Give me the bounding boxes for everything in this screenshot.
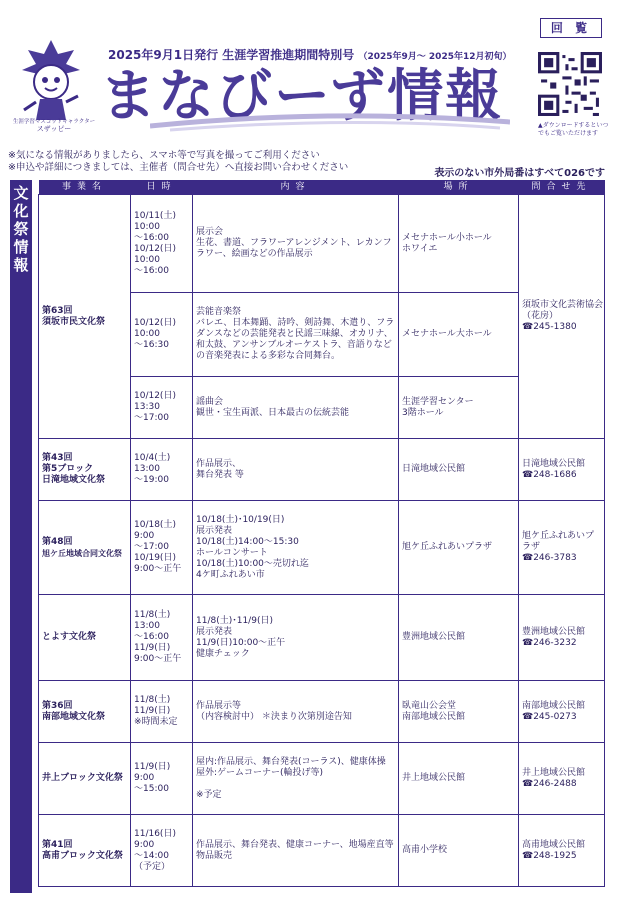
content-line: 11/8(土)･11/9(日) (196, 615, 273, 626)
event-content (193, 681, 399, 743)
event-name-line: 第36回 (42, 700, 73, 711)
event-contact (519, 595, 605, 681)
place-line: メセナホール小ホール (402, 232, 492, 243)
date-line: ※時間未定 (134, 717, 178, 727)
place-line: ホワイエ (402, 243, 438, 254)
content-line: ホールコンサート (196, 547, 268, 558)
contact-phone: ☎248-1686 (522, 469, 577, 480)
date-line: ～16:00 (134, 265, 169, 276)
date-line: 11/9(日) (134, 706, 171, 716)
date-line: 10/12(日) (134, 391, 176, 401)
event-name-line: 第48回 (42, 536, 73, 547)
content-line: 11/9(日)10:00～正午 (196, 637, 286, 648)
event-content (193, 501, 399, 595)
date-line: ～15:00 (134, 784, 169, 794)
mascot-caption-role: 生涯学習マスコットキャラクター (12, 119, 96, 125)
date-line: 11/8(土) (134, 610, 171, 620)
contact-line: 高甫地域公民館 (522, 839, 586, 850)
event-date (131, 195, 193, 293)
header-content: 内容 (193, 180, 399, 195)
content-line: 作品展示、舞台発表、健康コーナー、地場産直等物品販売 (196, 839, 394, 861)
place-line: 臥竜山公会堂 (402, 700, 457, 711)
newsletter-title: まなびーず情報 (100, 64, 504, 129)
contact-phone: ☎246-3783 (522, 553, 577, 563)
place-line: 生涯学習センター (402, 396, 474, 407)
date-line: 11/9(日) (134, 643, 171, 653)
event-contact (519, 743, 605, 815)
content-line: 観世・宝生両派、日本最古の伝統芸能 (196, 407, 350, 418)
date-line: ～19:00 (134, 475, 169, 485)
event-name-line: 第41回 (42, 839, 73, 850)
place-line: 旭ケ丘ふれあいプラザ (402, 542, 493, 552)
event-contact (519, 439, 605, 501)
sidebar-char: 文 (13, 184, 29, 202)
date-line: 11/8(土) (134, 695, 171, 705)
content-line: 作品展示、 (196, 458, 242, 469)
date-line: 10/11(土) (134, 210, 176, 221)
contact-phone: ☎248-1925 (522, 850, 577, 861)
event-contact (519, 681, 605, 743)
content-line: 舞台発表 等 (196, 469, 244, 480)
place-line: 高甫小学校 (402, 845, 448, 855)
event-place (399, 743, 519, 815)
place-line: 3階ホール (402, 407, 444, 418)
event-content (193, 439, 399, 501)
date-line: ～14:00 (134, 850, 169, 861)
date-line: 10/12(日) (134, 243, 176, 254)
date-line: 11/9(日) (134, 762, 171, 772)
event-place (399, 293, 519, 377)
contact-phone: ☎245-0273 (522, 711, 577, 722)
contact-phone: ☎246-3232 (522, 637, 577, 648)
date-line: 10:00 (134, 221, 160, 232)
date-line: 10/18(土) (134, 520, 176, 530)
content-line: 生花、書道、フラワーアレンジメント、レカンフラワー、絵画などの作品展示 (196, 238, 392, 259)
table-row (39, 815, 605, 887)
table-row (39, 743, 605, 815)
event-name (39, 439, 131, 501)
festival-table (38, 180, 605, 887)
date-line: 13:00 (134, 464, 160, 474)
date-line: 10:00 (134, 254, 160, 265)
event-name-line: 高甫ブロック文化祭 (42, 850, 123, 861)
contact-line: 日滝地域公民館 (522, 458, 586, 469)
date-line: （予定） (134, 861, 171, 872)
content-line: 展示会 (196, 227, 224, 237)
event-place (399, 377, 519, 439)
place-line: 井上地域公民館 (402, 773, 466, 783)
event-place (399, 501, 519, 595)
date-line: 9:00 (134, 839, 155, 850)
content-line: （内容検討中） ＊決まり次第別途告知 (196, 711, 352, 722)
content-line: 健康チェック (196, 648, 250, 659)
date-line: ～16:00 (134, 232, 169, 243)
event-date (131, 501, 193, 595)
contact-line: 旭ケ丘ふれあいプ (522, 531, 595, 541)
event-content (193, 815, 399, 887)
event-name-line: 第43回 (42, 453, 73, 463)
event-contact (519, 195, 605, 439)
date-line: 13:30 (134, 402, 160, 412)
event-name (39, 681, 131, 743)
content-line: 展示発表 (196, 626, 233, 637)
event-date (131, 743, 193, 815)
issue-period: （2025年9月～ 2025年12月初旬） (358, 52, 512, 62)
event-content (193, 743, 399, 815)
place-line: 豊洲地域公民館 (402, 632, 466, 642)
event-date (131, 815, 193, 887)
content-line: 10/18(土)･10/19(日) (196, 514, 285, 525)
event-date (131, 681, 193, 743)
content-line: バレエ、日本舞踊、詩吟、剣詩舞、木遣り、フラダンスなどの芸能発表と民謡三味線、オカリナ、和太鼓、アンサンブルオーケストラ、音語りなどの音楽発表による多彩な合同舞台。 (196, 318, 395, 361)
date-line: 9:00～正午 (134, 564, 182, 574)
event-name (39, 595, 131, 681)
contact-line: 井上地域公民館 (522, 767, 586, 778)
event-date (131, 377, 193, 439)
contact-line: 須坂市文化芸術協会 (522, 300, 604, 310)
header-date: 日時 (131, 180, 193, 195)
content-line: 10/18(土)10:00～売切れ迄 (196, 558, 309, 569)
section-label-culture-festival (10, 180, 32, 893)
contact-phone: ☎246-2488 (522, 778, 577, 789)
content-line: 作品展示等 (196, 700, 242, 711)
contact-line: ラザ (522, 542, 541, 552)
mascot-illustration (10, 36, 92, 126)
event-content (193, 595, 399, 681)
table-row (39, 681, 605, 743)
event-name-line: 須坂市民文化祭 (42, 316, 106, 327)
date-line: 13:00 (134, 621, 160, 631)
qr-code-icon[interactable] (538, 52, 602, 116)
sidebar-char: 報 (13, 256, 29, 274)
contact-line: 南部地域公民館 (522, 700, 586, 711)
event-name-line: とよす文化祭 (42, 632, 97, 642)
date-line: 9:00～正午 (134, 654, 182, 664)
table-row (39, 439, 605, 501)
date-line: 10/19(日) (134, 553, 176, 563)
event-name-line: 第5ブロック (42, 464, 94, 474)
content-line: 屋内:作品展示、舞台発表(コーラス)、健康体操 (196, 756, 386, 767)
event-name (39, 195, 131, 439)
header-contact: 問合せ先 (519, 180, 605, 195)
mascot-caption-name: スザッピー (36, 125, 72, 133)
content-line: 屋外:ゲームコーナー(輪投げ等) (196, 767, 324, 778)
contact-phone: ☎245-1380 (522, 322, 577, 332)
content-line: 4ケ町ふれあい市 (196, 569, 265, 580)
contact-line: 豊洲地域公民館 (522, 626, 586, 637)
event-content (193, 195, 399, 293)
sidebar-char: 化 (13, 202, 29, 220)
issue-date: 2025年9月1日発行 生涯学習推進期間特別号 (108, 48, 355, 62)
table-row (39, 195, 605, 293)
date-line: 10:00 (134, 329, 160, 339)
event-contact (519, 501, 605, 595)
event-date (131, 293, 193, 377)
contact-line: （花房） (522, 311, 559, 321)
date-line: ～16:30 (134, 340, 169, 350)
place-line: メセナホール大ホール (402, 329, 492, 339)
event-place (399, 195, 519, 293)
content-line: ※予定 (196, 789, 222, 800)
place-line: 南部地域公民館 (402, 711, 466, 722)
event-content (193, 377, 399, 439)
event-name-line: 第63回 (42, 305, 73, 316)
sidebar-char: 祭 (13, 220, 29, 238)
date-line: ～17:00 (134, 413, 169, 423)
event-place (399, 595, 519, 681)
qr-note: ▲ダウンロードするといつでもご覧いただけます (538, 122, 609, 137)
content-line (196, 779, 395, 790)
event-name (39, 815, 131, 887)
event-name-line: 旭ケ丘地域合同文化祭 (42, 548, 122, 558)
event-name-line: 井上ブロック文化祭 (42, 773, 123, 783)
event-name (39, 743, 131, 815)
content-line: 芸能音楽祭 (196, 307, 242, 317)
date-line: ～16:00 (134, 632, 169, 642)
content-line: 謡曲会 (196, 396, 224, 407)
date-line: 10/4(土) (134, 453, 171, 463)
event-content (193, 293, 399, 377)
area-code-note: 表示のない市外局番はすべて026です (434, 168, 605, 179)
date-line: 9:00 (134, 531, 155, 541)
event-name-line: 日滝地域文化祭 (42, 475, 106, 485)
circulation-badge: 回 覧 (540, 18, 602, 38)
issue-line (108, 46, 512, 63)
event-place (399, 815, 519, 887)
title-swoosh-decoration (150, 112, 510, 132)
note-photo: ※気になる情報がありましたら、スマホ等で写真を撮ってご利用ください (8, 150, 320, 161)
table-header-row (39, 180, 605, 195)
event-name-line: 南部地域文化祭 (42, 711, 106, 722)
event-contact (519, 815, 605, 887)
event-date (131, 595, 193, 681)
header-place: 場所 (399, 180, 519, 195)
header-event-name: 事業名 (39, 180, 131, 195)
event-place (399, 681, 519, 743)
sidebar-char: 情 (13, 238, 29, 256)
note-inquiry: ※申込や詳細につきましては、主催者（問合せ先）へ直接お問い合わせください (8, 162, 349, 173)
table-row (39, 595, 605, 681)
date-line: 10/12(日) (134, 318, 176, 328)
notes (8, 150, 348, 174)
table-row (39, 501, 605, 595)
date-line: 11/16(日) (134, 828, 176, 839)
date-line: ～17:00 (134, 542, 169, 552)
event-name (39, 501, 131, 595)
date-line: 9:00 (134, 773, 155, 783)
event-place (399, 439, 519, 501)
mascot-caption (8, 119, 100, 133)
content-line: 展示発表 (196, 525, 233, 536)
event-date (131, 439, 193, 501)
content-line: 10/18(土)14:00～15:30 (196, 536, 299, 547)
place-line: 日滝地域公民館 (402, 464, 466, 474)
